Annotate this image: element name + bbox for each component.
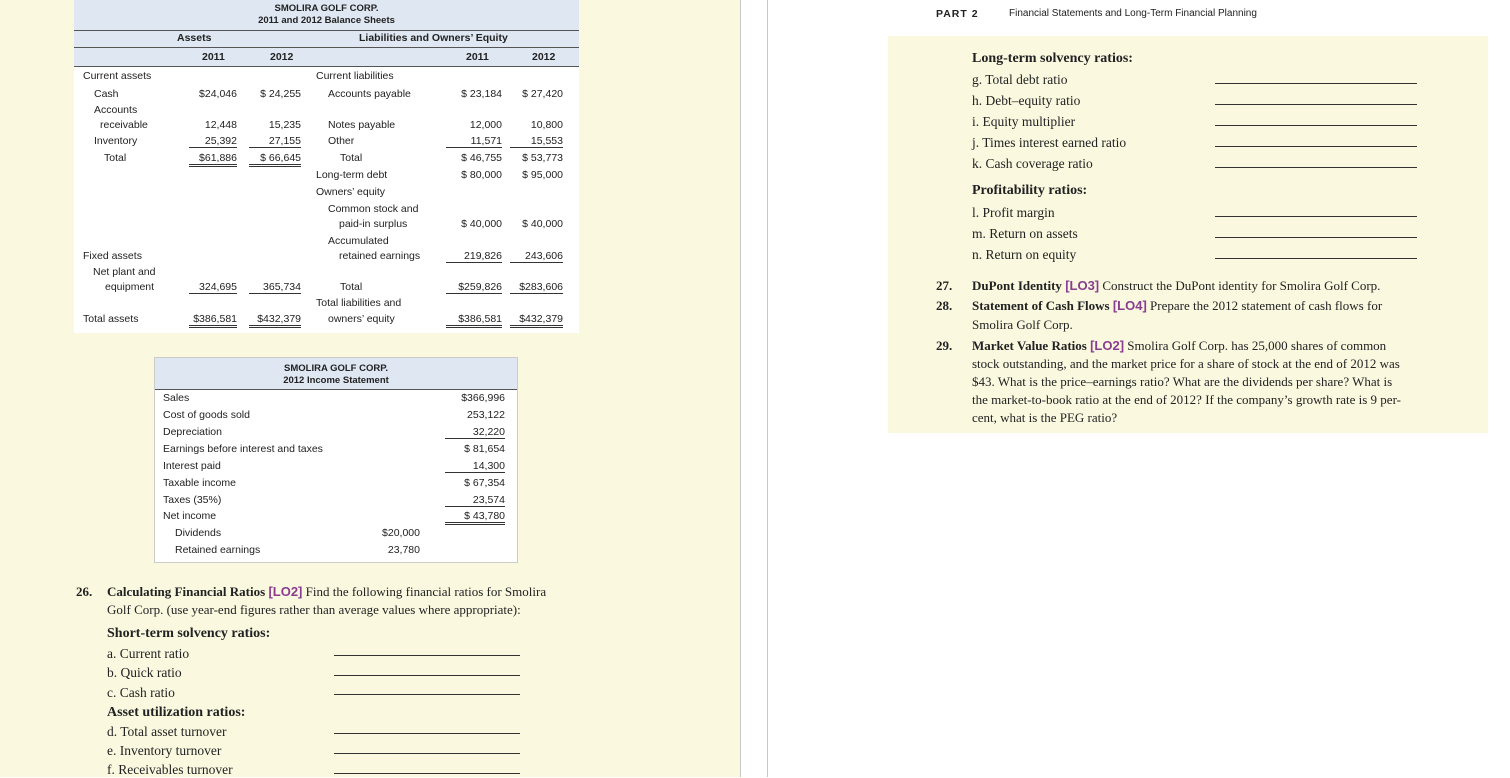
- q29-number: 29.: [936, 338, 953, 353]
- is-row-value: $ 81,654: [464, 443, 505, 455]
- ar-2012: 15,235: [268, 119, 301, 131]
- total-assets-2011: $386,581: [189, 313, 237, 328]
- ap-2011: $ 23,184: [461, 88, 502, 100]
- q29-text4: the market-to-book ratio at the end of 2012? If the company’s growth rate is 9 per-: [972, 392, 1401, 407]
- ratio-item: n. Return on equity: [972, 247, 1077, 262]
- answer-blank[interactable]: [1215, 167, 1417, 168]
- q28-title: Statement of Cash Flows: [972, 298, 1110, 313]
- q26-title: Calculating Financial Ratios: [107, 584, 266, 599]
- total-liab-label: Total liabilities and: [316, 297, 402, 309]
- ratio-item: h. Debt–equity ratio: [972, 93, 1081, 108]
- income-statement-title: [155, 358, 517, 390]
- current-assets-total-2011: $61,886: [189, 152, 237, 167]
- re-2011: 219,826: [446, 250, 502, 263]
- ratio-item: j. Times interest earned ratio: [972, 135, 1127, 150]
- profitability-heading: Profitability ratios:: [972, 183, 1088, 198]
- q28-text2: Smolira Golf Corp.: [972, 317, 1073, 332]
- answer-blank[interactable]: [334, 733, 520, 734]
- ratio-item: a. Current ratio: [107, 646, 190, 661]
- answer-blank[interactable]: [1215, 216, 1417, 217]
- other-label: Other: [328, 135, 355, 147]
- other-2011: 11,571: [446, 135, 502, 148]
- answer-blank[interactable]: [1215, 125, 1417, 126]
- assets-header: Assets: [177, 32, 212, 44]
- year-2012-assets: 2012: [270, 51, 294, 63]
- is-row-label: Earnings before interest and taxes: [163, 443, 323, 455]
- year-2011-assets: 2011: [202, 51, 225, 63]
- is-company-name: SMOLIRA GOLF CORP.: [284, 363, 388, 374]
- q29-line1: [972, 338, 1386, 354]
- balance-sheet-title: [74, 0, 579, 31]
- q27-text: Construct the DuPont identity for Smolira Golf Corp.: [1102, 278, 1381, 293]
- current-assets-total-label: Total: [104, 152, 127, 164]
- company-name: SMOLIRA GOLF CORP.: [274, 3, 379, 14]
- cs-2011: $ 40,000: [461, 218, 502, 230]
- q28-number: 28.: [936, 298, 953, 313]
- part-label: PART 2: [936, 8, 979, 20]
- is-row-value: $366,996: [461, 392, 505, 404]
- is-row-label: Cost of goods sold: [163, 409, 250, 421]
- balance-sheet-subtitle: 2011 and 2012 Balance Sheets: [258, 15, 395, 26]
- paid-in-surplus-label: paid-in surplus: [339, 218, 408, 230]
- ratio-item: l. Profit margin: [972, 205, 1055, 220]
- ltd-label: Long-term debt: [316, 169, 388, 181]
- answer-blank[interactable]: [334, 655, 520, 656]
- year-2012-liab: 2012: [532, 51, 556, 63]
- is-row-label: Sales: [163, 392, 190, 404]
- oe-total-2012: $283,606: [510, 281, 563, 294]
- accumulated-label: Accumulated: [328, 235, 389, 247]
- np-2012: 10,800: [530, 119, 563, 131]
- ratio-item: g. Total debt ratio: [972, 72, 1068, 87]
- tlo-2011: $386,581: [446, 313, 502, 328]
- q29-text5: cent, what is the PEG ratio?: [972, 410, 1118, 425]
- answer-blank[interactable]: [1215, 258, 1417, 259]
- q27-lo: [LO3]: [1065, 278, 1100, 293]
- q26-number: 26.: [76, 584, 93, 599]
- chapter-title: Financial Statements and Long-Term Financial Planning: [1009, 8, 1257, 19]
- ap-2012: $ 27,420: [522, 88, 563, 100]
- answer-blank[interactable]: [1215, 83, 1417, 84]
- ratio-item: f. Receivables turnover: [107, 762, 233, 777]
- is-row-value: $ 43,780: [445, 510, 505, 525]
- cash-2011: $24,046: [199, 88, 237, 100]
- owners-equity-label: Owners’ equity: [316, 186, 386, 198]
- is-row-value: 14,300: [445, 460, 505, 473]
- year-header-row: [74, 48, 579, 67]
- answer-blank[interactable]: [334, 753, 520, 754]
- npe-2012: 365,734: [249, 281, 301, 294]
- ar-2011: 12,448: [204, 119, 237, 131]
- q29-text1: Smolira Golf Corp. has 25,000 shares of common: [1127, 338, 1387, 353]
- net-plant-label: Net plant and: [93, 266, 156, 278]
- current-liab-total-label: Total: [340, 152, 363, 164]
- owners-equity-total-label: Total: [340, 281, 363, 293]
- inventory-2011: 25,392: [189, 135, 237, 148]
- q29-text2: stock outstanding, and the market price for a share of stock at the end of 2012 was: [972, 356, 1400, 371]
- dividends-value: $20,000: [382, 527, 420, 539]
- np-label: Notes payable: [328, 119, 396, 131]
- ratio-item: e. Inventory turnover: [107, 743, 222, 758]
- ratio-item: d. Total asset turnover: [107, 724, 227, 739]
- long-term-heading: Long-term solvency ratios:: [972, 51, 1133, 66]
- fixed-assets-label: Fixed assets: [83, 250, 142, 262]
- is-row-label: Taxable income: [163, 477, 236, 489]
- q27-line: [972, 278, 1380, 294]
- ltd-2012: $ 95,000: [522, 169, 563, 181]
- current-liab-total-2011: $ 46,755: [461, 152, 502, 164]
- left-page: [0, 0, 740, 777]
- dividends-label: Dividends: [175, 527, 222, 539]
- accounts-label: Accounts: [94, 104, 138, 116]
- q29-lo: [LO2]: [1090, 338, 1125, 353]
- q27-number: 27.: [936, 278, 953, 293]
- q28-text1: Prepare the 2012 statement of cash flows for: [1150, 298, 1383, 313]
- answer-blank[interactable]: [334, 675, 520, 676]
- inventory-2012: 27,155: [249, 135, 301, 148]
- common-stock-label: Common stock and: [328, 203, 419, 215]
- is-row-value: $ 67,354: [464, 477, 505, 489]
- cs-2012: $ 40,000: [522, 218, 563, 230]
- q29-text3: $43. What is the price–earnings ratio? What are the dividends per share? What is: [972, 374, 1393, 389]
- cash-label: Cash: [94, 88, 119, 100]
- ratio-item: k. Cash coverage ratio: [972, 156, 1093, 171]
- retained-label: Retained earnings: [175, 544, 261, 556]
- q28-lo: [LO4]: [1112, 298, 1147, 313]
- is-row-label: Net income: [163, 510, 217, 522]
- is-subtitle: 2012 Income Statement: [283, 375, 389, 386]
- cash-2012: $ 24,255: [260, 88, 301, 100]
- answer-blank[interactable]: [1215, 146, 1417, 147]
- answer-blank[interactable]: [1215, 104, 1417, 105]
- other-2012: 15,553: [510, 135, 563, 148]
- is-row-value: 23,574: [445, 494, 505, 507]
- retained-earnings-label: retained earnings: [339, 250, 421, 262]
- is-row-value: 32,220: [445, 426, 505, 439]
- ratio-item: i. Equity multiplier: [972, 114, 1076, 129]
- is-row-label: Taxes (35%): [163, 494, 222, 506]
- column-group-header: [74, 31, 579, 48]
- current-assets-total-2012: $ 66,645: [249, 152, 301, 167]
- q28-line1: [972, 298, 1382, 314]
- page-divider: [740, 0, 741, 777]
- current-liabilities-label: Current liabilities: [316, 70, 394, 82]
- is-row-value: 253,122: [467, 409, 505, 421]
- is-row-label: Interest paid: [163, 460, 221, 472]
- ratio-item: b. Quick ratio: [107, 665, 182, 680]
- inventory-label: Inventory: [94, 135, 138, 147]
- asset-utilization-heading: Asset utilization ratios:: [107, 705, 246, 720]
- answer-blank[interactable]: [334, 694, 520, 695]
- current-assets-label: Current assets: [83, 70, 152, 82]
- np-2011: 12,000: [469, 119, 502, 131]
- is-row-label: Depreciation: [163, 426, 222, 438]
- ratio-item: m. Return on assets: [972, 226, 1078, 241]
- total-oe-label: owners’ equity: [328, 313, 395, 325]
- balance-sheet: [74, 0, 579, 333]
- q26-line1: [107, 584, 717, 600]
- retained-value: 23,780: [387, 544, 420, 556]
- year-2011-liab: 2011: [466, 51, 489, 63]
- q27-title: DuPont Identity: [972, 278, 1062, 293]
- q29-title: Market Value Ratios: [972, 338, 1087, 353]
- receivable-label: receivable: [100, 119, 148, 131]
- answer-blank[interactable]: [334, 773, 520, 774]
- oe-total-2011: $259,826: [446, 281, 502, 294]
- q26-text1: Find the following financial ratios for Smolira: [305, 584, 547, 599]
- income-statement: [154, 357, 518, 563]
- ap-label: Accounts payable: [328, 88, 411, 100]
- short-term-heading: Short-term solvency ratios:: [107, 626, 271, 641]
- q26-lo: [LO2]: [268, 584, 303, 599]
- q26-text2: Golf Corp. (use year-end figures rather than average values where appropriate):: [107, 602, 521, 617]
- answer-blank[interactable]: [1215, 237, 1417, 238]
- re-2012: 243,606: [510, 250, 563, 263]
- ltd-2011: $ 80,000: [461, 169, 502, 181]
- equipment-label: equipment: [105, 281, 155, 293]
- total-assets-label: Total assets: [83, 313, 139, 325]
- npe-2011: 324,695: [189, 281, 237, 294]
- liabilities-header: Liabilities and Owners’ Equity: [359, 32, 508, 44]
- tlo-2012: $432,379: [510, 313, 563, 328]
- current-liab-total-2012: $ 53,773: [522, 152, 563, 164]
- total-assets-2012: $432,379: [249, 313, 301, 328]
- ratio-item: c. Cash ratio: [107, 685, 175, 700]
